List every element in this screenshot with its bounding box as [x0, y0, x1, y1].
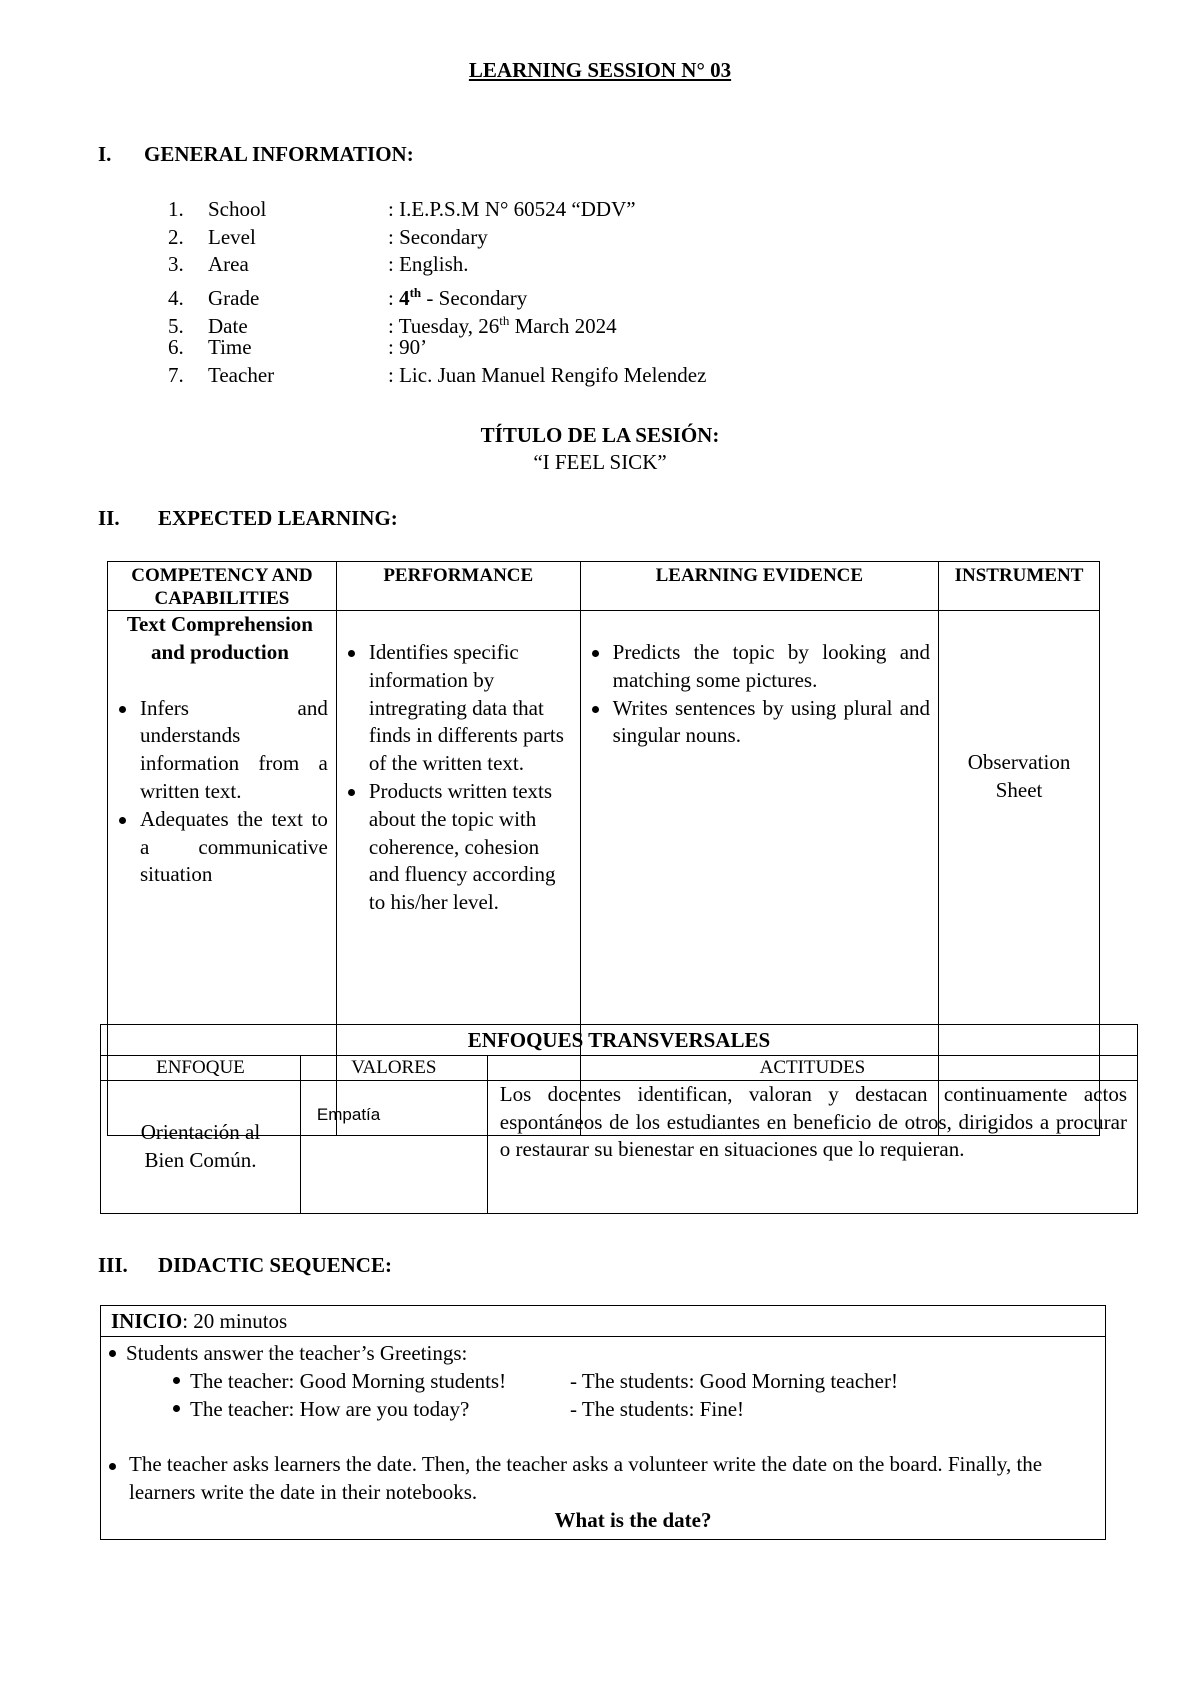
greeting-intro: Students answer the teacher’s Greetings: [109, 1340, 1097, 1368]
session-title-value: “I FEEL SICK” [533, 450, 667, 474]
bullet-icon [173, 1377, 180, 1384]
info-value: : 4th - Secondary [388, 285, 528, 311]
section-title: DIDACTIC SEQUENCE: [158, 1253, 392, 1277]
info-index: 4. [168, 286, 184, 311]
inicio-header [101, 1306, 1106, 1337]
list-item: Adequates the text to a communicative situation [112, 806, 328, 889]
date-activity: The teacher asks learners the date. Then, the teacher asks a volunteer write the date on the board. Finally, the learners write the date in their notebooks. [109, 1451, 1049, 1507]
column-header-instrument: INSTRUMENT [939, 562, 1100, 611]
enfoques-caption: ENFOQUES TRANSVERSALES [101, 1025, 1138, 1056]
info-row-date [168, 307, 706, 338]
teacher-line: The teacher: How are you today? [190, 1396, 470, 1421]
inicio-time: : 20 minutos [182, 1309, 288, 1333]
table-header-row [108, 562, 1100, 611]
info-index: 7. [168, 363, 184, 388]
dialogue-line [109, 1368, 1097, 1396]
teacher-line: The teacher: Good Morning students! [190, 1368, 507, 1393]
dialogue-line [109, 1396, 1097, 1424]
table-row [101, 1337, 1106, 1540]
info-label: School [208, 197, 267, 221]
inicio-label: INICIO [111, 1309, 183, 1333]
date-question: What is the date? [554, 1507, 712, 1532]
list-item: Writes sentences by using plural and singular nouns. [585, 695, 930, 751]
section-general-info-heading [98, 142, 414, 167]
list-item: Infers and understands information from a written text. [112, 695, 328, 806]
inicio-content [101, 1337, 1106, 1540]
info-label: Area [208, 252, 249, 277]
actitud-cell: Los docentes identifican, valoran y destacan continuamente actos espontáneos de los estudiantes en beneficio de otros, dirigidos a procurar o restaurar su bienestar en situaciones que lo requieran. [487, 1081, 1137, 1214]
info-row-teacher [168, 362, 706, 390]
performance-list [341, 639, 574, 917]
column-header-valores: VALORES [300, 1056, 487, 1081]
info-index: 2. [168, 224, 184, 249]
info-row-school [168, 196, 706, 224]
bullet-icon [173, 1405, 180, 1412]
table-header-row [101, 1056, 1138, 1081]
bullet-icon [109, 1350, 116, 1357]
info-label: Grade [208, 286, 260, 311]
info-row-level [168, 224, 706, 252]
column-header-performance: PERFORMANCE [336, 562, 580, 611]
students-line: - The students: Fine! [570, 1396, 745, 1421]
section-number: I. [98, 142, 112, 166]
column-header-evidence: LEARNING EVIDENCE [580, 562, 938, 611]
table-header-row [101, 1306, 1106, 1337]
section-title: EXPECTED LEARNING: [158, 506, 398, 530]
info-row-grade [168, 279, 706, 311]
section-number: III. [98, 1253, 128, 1277]
info-label: Teacher [208, 363, 275, 388]
info-value: : I.E.P.S.M N° 60524 “DDV” [388, 197, 636, 221]
table-row [101, 1081, 1138, 1214]
capabilities-list [112, 695, 328, 890]
info-index: 5. [168, 313, 184, 338]
session-title-block [0, 422, 1200, 476]
enfoque-cell: Orientación al Bien Común. [101, 1081, 301, 1214]
list-item: Predicts the topic by looking and matching some pictures. [585, 639, 930, 695]
bullet-icon [109, 1463, 116, 1470]
column-header-competency: COMPETENCY AND CAPABILITIES [108, 562, 337, 611]
evidence-list [585, 639, 930, 750]
info-value: : Secondary [388, 224, 488, 249]
info-value: : English. [388, 252, 469, 277]
didactic-sequence-table [100, 1305, 1106, 1540]
valor-cell: Empatía [300, 1081, 487, 1214]
info-label: Date [208, 313, 248, 338]
section-title: GENERAL INFORMATION: [144, 142, 414, 166]
instrument-value: Observation Sheet [967, 750, 1071, 802]
info-row-area [168, 251, 706, 279]
info-value: : Tuesday, 26th March 2024 [388, 312, 617, 338]
info-index: 1. [168, 197, 184, 221]
enfoques-table [100, 1024, 1138, 1214]
section-didactic-heading [98, 1253, 392, 1278]
column-header-actitudes: ACTITUDES [487, 1056, 1137, 1081]
info-index: 6. [168, 335, 184, 360]
list-item: Products written texts about the topic with coherence, cohesion and fluency according to his/her level. [341, 778, 574, 917]
session-title-label: TÍTULO DE LA SESIÓN: [480, 423, 720, 447]
general-info-list [168, 196, 706, 390]
section-expected-learning-heading [98, 506, 398, 531]
column-header-enfoque: ENFOQUE [101, 1056, 301, 1081]
table-caption-row [101, 1025, 1138, 1056]
info-label: Level [208, 224, 256, 249]
competency-title: Text Comprehension and production [126, 612, 313, 664]
info-value: : 90’ [388, 335, 428, 360]
section-number: II. [98, 506, 120, 530]
students-line: - The students: Good Morning teacher! [570, 1368, 898, 1393]
list-item: Identifies specific information by intregrating data that finds in differents parts of the written text. [341, 639, 574, 778]
info-value: : Lic. Juan Manuel Rengifo Melendez [388, 363, 707, 388]
info-label: Time [208, 335, 252, 360]
info-index: 3. [168, 252, 184, 277]
document-title: LEARNING SESSION N° 03 [468, 58, 732, 82]
